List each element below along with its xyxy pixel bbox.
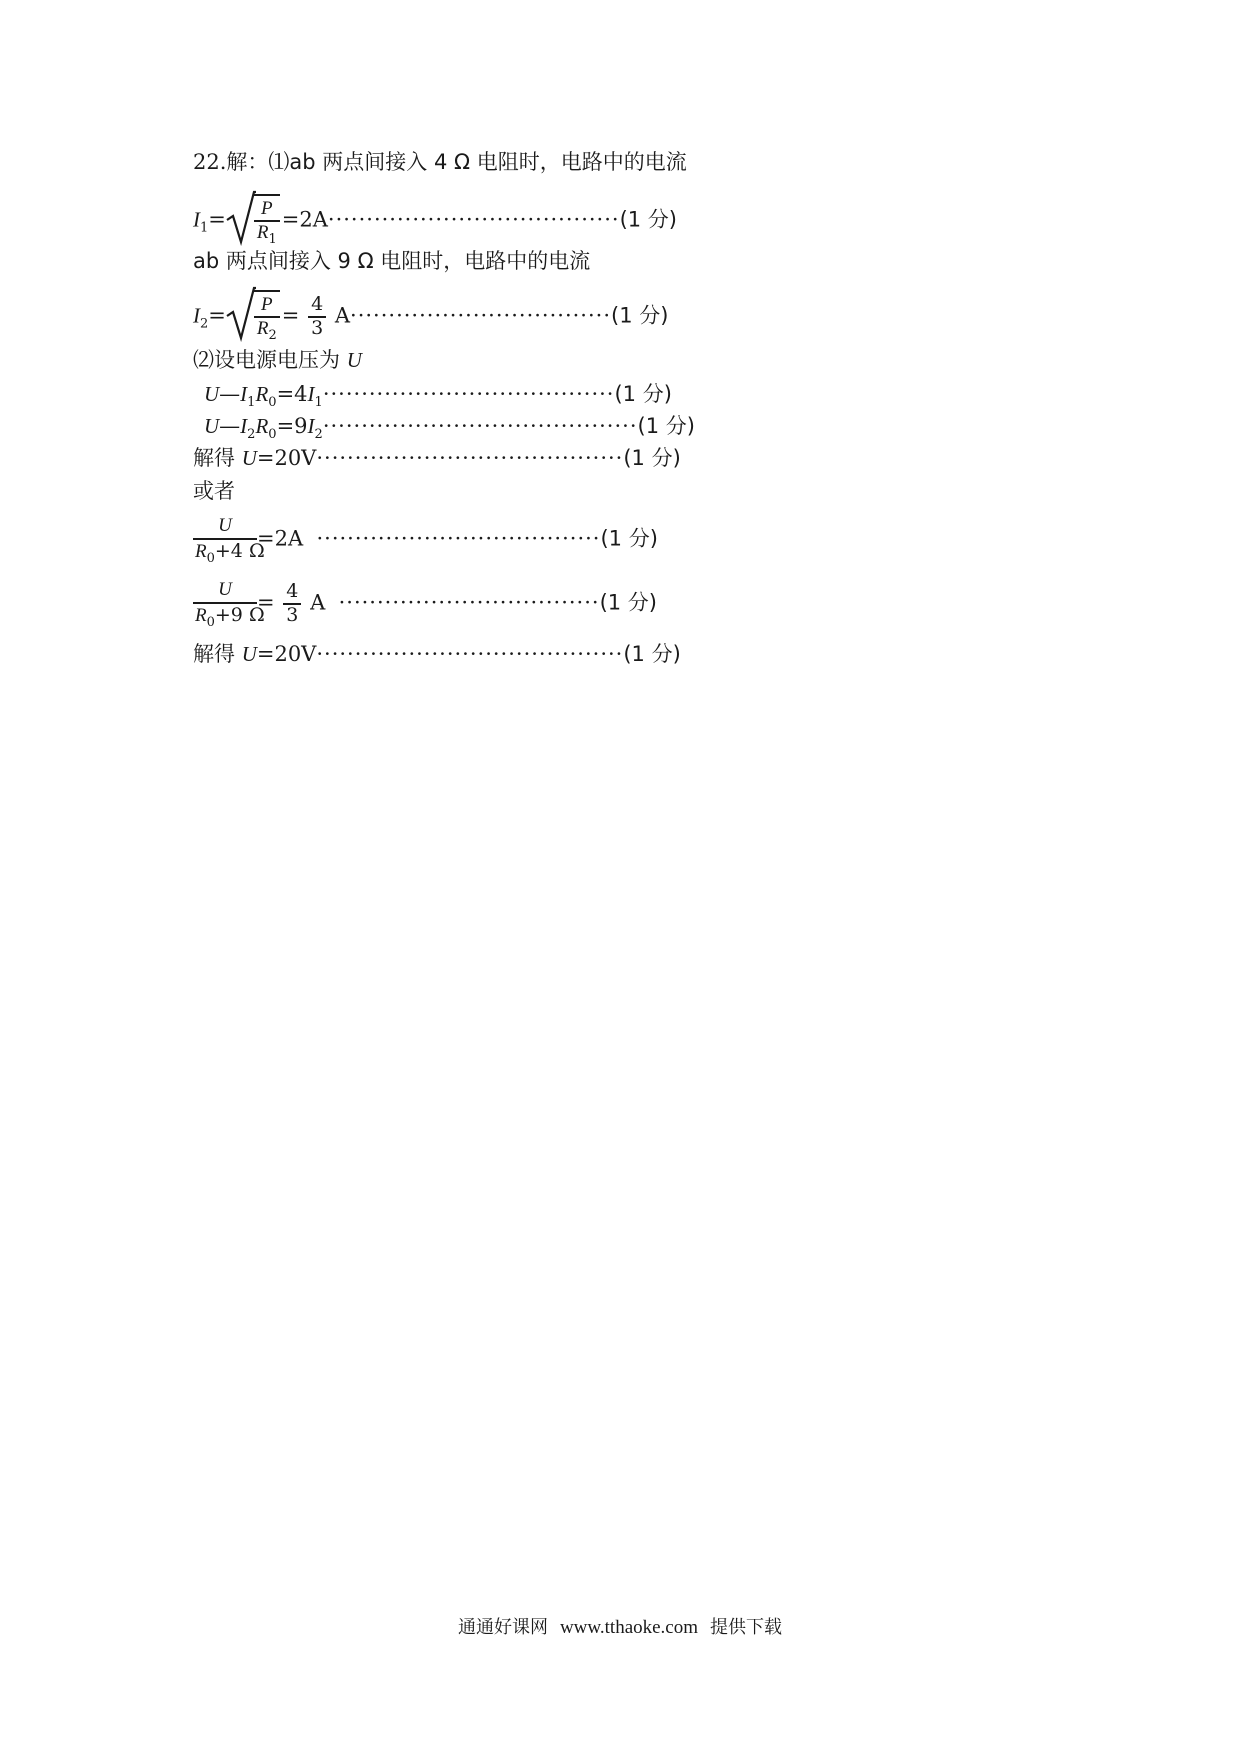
eq4-minus: —	[219, 414, 241, 438]
part2-var: U	[346, 348, 362, 372]
solve1-U: U	[241, 446, 257, 470]
eq2-equals: =	[208, 303, 226, 328]
line-2	[193, 251, 590, 272]
eq6-equals: =	[257, 590, 275, 615]
eq5-fraction	[193, 514, 265, 566]
eq2-dots: ··································	[350, 303, 611, 328]
eq4-dots: ·········································	[322, 414, 638, 438]
eq5-dots: ·····································	[316, 526, 601, 551]
eq3-dots: ······································	[322, 382, 615, 406]
part-2-heading	[193, 350, 362, 371]
eq2-fraction	[254, 290, 280, 344]
eq2-sqrt	[226, 290, 282, 344]
eq3-minus: —	[219, 382, 241, 406]
solution-2	[193, 644, 681, 665]
eq6-R: R	[195, 604, 207, 626]
radical-sign-icon	[226, 190, 256, 246]
eq1-score: (1 分)	[619, 207, 677, 232]
solve2-text: 解得	[193, 642, 235, 666]
page-footer	[0, 1613, 1240, 1639]
eq3-I: I	[240, 382, 248, 406]
eq5-den: +4 Ω	[214, 539, 265, 562]
heading-text: ab 两点间接入 4 Ω 电阻时，电路中的电流	[289, 150, 687, 174]
eq2-P: P	[261, 294, 273, 315]
eq6-fnum: 4	[283, 581, 301, 605]
eq4-I2: I	[307, 414, 315, 438]
solution-label: 解：	[226, 150, 269, 174]
equation-2	[193, 290, 668, 344]
eq2-value-fraction	[308, 294, 326, 340]
solve2-U: U	[241, 642, 257, 666]
eq6-fden: 3	[286, 604, 299, 627]
eq1-equals: =	[208, 207, 226, 232]
eq1-R-sub: 1	[268, 231, 277, 247]
equation-4	[204, 416, 695, 441]
or-text: 或者	[193, 479, 235, 503]
eq1-I: I	[193, 207, 200, 232]
line2-text: ab 两点间接入 9 Ω 电阻时，电路中的电流	[193, 249, 591, 273]
question-heading	[193, 152, 687, 173]
eq4-U: U	[204, 414, 220, 438]
eq3-R: R	[255, 382, 269, 406]
eq1-dots: ······································	[327, 207, 620, 232]
part2-marker: ⑵	[193, 348, 214, 372]
eq5-result: =2A	[257, 526, 304, 551]
eq6-value-fraction	[283, 581, 301, 627]
eq1-result: =2A	[281, 207, 328, 232]
eq6-num: U	[218, 579, 232, 600]
eq5-score: (1 分)	[600, 526, 658, 551]
eq3-score: (1 分)	[614, 382, 672, 406]
eq2-R-sub: 2	[268, 327, 277, 343]
eq3-rhs: =4	[276, 382, 308, 406]
eq3-I2-sub: 1	[314, 395, 323, 411]
eq6-den: +9 Ω	[214, 603, 265, 626]
part-marker: ⑴	[268, 150, 290, 174]
eq4-R: R	[255, 414, 269, 438]
eq6-R-sub: 0	[206, 614, 215, 630]
eq3-U: U	[204, 382, 220, 406]
question-number: 22.	[193, 150, 227, 174]
eq5-R: R	[195, 540, 207, 562]
footer-url: www.tthaoke.com	[559, 1617, 699, 1638]
equation-6	[193, 578, 657, 630]
eq6-dots: ··································	[338, 590, 600, 615]
eq2-I-sub: 2	[200, 316, 209, 332]
equation-5	[193, 514, 658, 566]
eq2-den: 3	[311, 316, 324, 339]
part2-text: 设电源电压为	[214, 348, 340, 372]
eq1-I-sub: 1	[200, 220, 209, 236]
eq4-score: (1 分)	[637, 414, 695, 438]
eq2-score: (1 分)	[611, 303, 669, 328]
eq1-R: R	[256, 221, 269, 243]
eq3-R-sub: 0	[268, 395, 277, 411]
footer-download-text: 提供下载	[710, 1617, 783, 1638]
eq2-I: I	[193, 303, 200, 328]
solve1-value: =20V	[256, 446, 317, 470]
eq3-I2: I	[307, 382, 315, 406]
equation-3	[204, 384, 672, 409]
eq2-R: R	[256, 317, 269, 339]
eq2-unit: A	[334, 303, 351, 328]
solve2-score: (1 分)	[623, 642, 681, 666]
solve2-value: =20V	[256, 642, 317, 666]
solve1-dots: ········································	[316, 446, 624, 470]
eq4-R-sub: 0	[268, 427, 277, 443]
eq2-equals-2: =	[281, 303, 300, 328]
eq4-I-sub: 2	[247, 427, 256, 443]
equation-1	[193, 194, 677, 248]
footer-site-name: 通通好课网	[457, 1617, 548, 1638]
solve1-text: 解得	[193, 446, 235, 470]
eq5-R-sub: 0	[206, 550, 215, 566]
radical-sign-icon	[226, 286, 256, 342]
solve1-score: (1 分)	[623, 446, 681, 470]
solution-1	[193, 448, 681, 469]
eq5-num: U	[218, 515, 232, 536]
eq6-fraction	[193, 578, 265, 630]
or-line	[193, 481, 235, 502]
eq6-unit: A	[310, 590, 326, 615]
eq1-sqrt	[226, 194, 282, 248]
eq4-rhs: =9	[276, 414, 308, 438]
eq4-I: I	[240, 414, 248, 438]
eq1-P: P	[261, 198, 273, 219]
eq2-num: 4	[308, 294, 326, 318]
solve2-dots: ········································	[316, 642, 624, 666]
eq6-score: (1 分)	[599, 590, 657, 615]
eq4-I2-sub: 2	[314, 427, 323, 443]
eq3-I-sub: 1	[247, 395, 256, 411]
eq1-fraction	[254, 194, 280, 248]
